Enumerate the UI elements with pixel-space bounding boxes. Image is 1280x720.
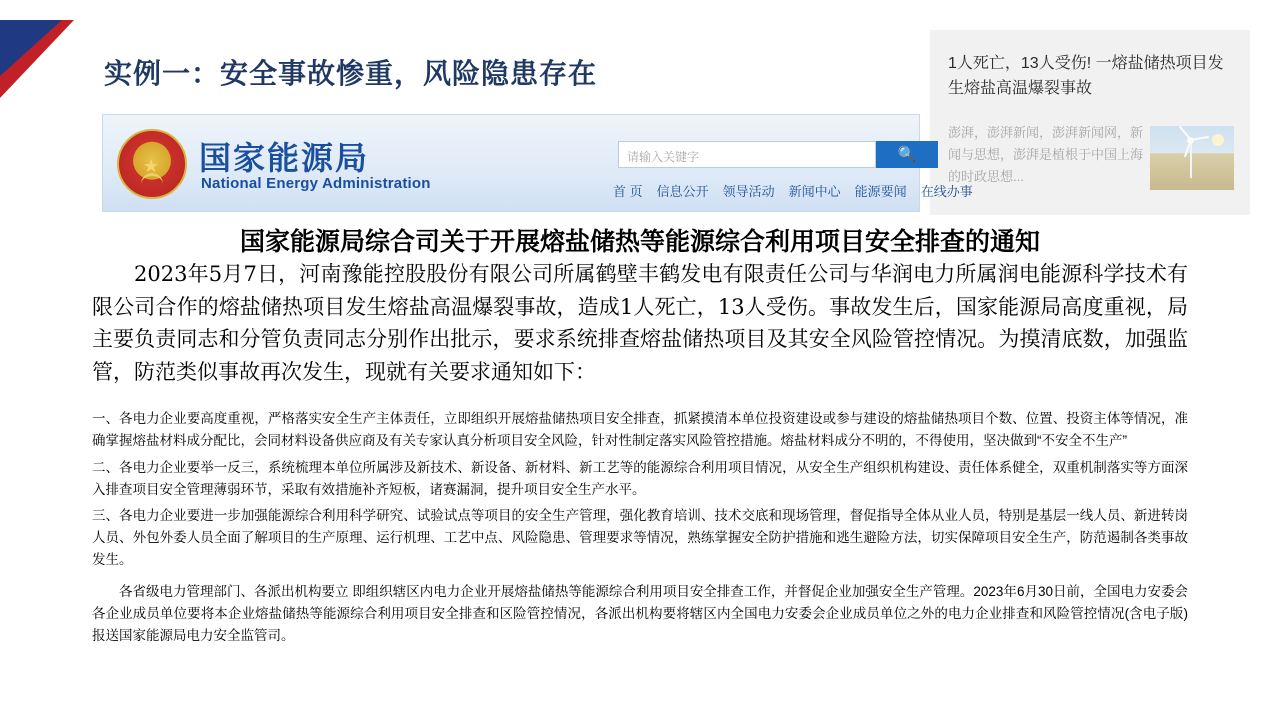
search-icon[interactable]: 🔍 xyxy=(876,141,938,168)
search-input[interactable] xyxy=(618,141,876,168)
national-emblem-icon xyxy=(117,129,187,199)
wind-turbine-photo xyxy=(1150,126,1234,190)
page-title: 实例一：安全事故惨重，风险隐患存在 xyxy=(104,58,598,89)
document-title: 国家能源局综合司关于开展熔盐储热等能源综合利用项目安全排查的通知 xyxy=(239,227,1040,256)
nea-title-en: National Energy Administration xyxy=(201,175,431,192)
news-source-text: 澎湃，澎湃新闻，澎湃新闻网，新闻与思想，澎湃是植根于中国上海的时政思想... xyxy=(948,125,1144,185)
nav-item-energy-news[interactable]: 能源要闻 xyxy=(854,184,907,199)
document-paragraph-3: 三、各电力企业要进一步加强能源综合利用科学研究、试验试点等项目的安全生产管理，强化教育培训、技术交底和现场管理，督促指导全体从业人员，特别是基层一线人员、新进转岗人员、外包外委人员全面了解项目的生产原理、运行机理、工艺中点、风险隐患、管理要求等情况，熟练掌握安全防护措施和逃生避险方法，切实保障项目安全生产，防范遏制各类事故发生。 xyxy=(92,508,1188,568)
corner-decoration xyxy=(0,20,75,98)
nea-title-cn: 国家能源局 xyxy=(199,140,370,176)
nea-nav[interactable] xyxy=(613,181,987,200)
sun-icon xyxy=(1212,134,1224,146)
nea-website-banner xyxy=(102,114,973,212)
news-headline: 1人死亡，13人受伤! 一熔盐储热项目发生熔盐高温爆裂事故 xyxy=(948,55,1224,97)
turbine-pole xyxy=(1190,140,1192,178)
turbine-hub xyxy=(1187,137,1194,144)
nav-item-home[interactable]: 首 页 xyxy=(613,184,643,199)
document-lead-paragraph: 2023年5月7日，河南豫能控股股份有限公司所属鹤壁丰鹤发电有限责任公司与华润电力所属润电能源科学技术有限公司合作的熔盐储热项目发生熔盐高温爆裂事故，造成1人死亡，13人受伤。事故发生后，国家能源局高度重视，局主要负责同志和分管负责同志分别作出批示，要求系统排查熔盐储热项目及其安全风险管控情况。为摸清底数，加强监管，防范类似事故再次发生，现就有关要求通知如下： xyxy=(92,262,1188,384)
search-placeholder: 请输入关键字 xyxy=(627,150,700,164)
nav-item-leadership[interactable]: 领导活动 xyxy=(722,184,775,199)
star-glyph: ★ xyxy=(143,156,160,176)
nav-item-online-service[interactable]: 在线办事 xyxy=(920,184,973,199)
nav-item-disclosure[interactable]: 信息公开 xyxy=(656,184,709,199)
corner-triangle-blue xyxy=(0,20,62,76)
document-paragraph-1: 一、各电力企业要高度重视，严格落实安全生产主体责任，立即组织开展熔盐储热项目安全排查，抓紧摸清本单位投资建设或参与建设的熔盐储热项目个数、位置、投资主体等情况，准确掌握熔盐材料成分配比，会同材料设备供应商及有关专家认真分析项目安全风险，针对性制定落实风险管控措施。熔盐材料成分不明的，不得使用，坚决做到“不安全不生产” xyxy=(92,411,1188,448)
gear-arc xyxy=(141,173,163,187)
nav-item-news[interactable]: 新闻中心 xyxy=(788,184,841,199)
document-body xyxy=(92,408,1188,652)
document-closing-paragraph: 各省级电力管理部门、各派出机构要立 即组织辖区内电力企业开展熔盐储热等能源综合利用项目安全排查工作，并督促企业加强安全生产管理。2023年6月30日前，全国电力安委会各企业成员单位要将本企业熔盐储热等能源综合利用项目安全排查和区险管控情况，各派出机构要将辖区内全国电力安委会企业成员单位之外的电力企业排查和风险管控情况(含电子版)报送国家能源局电力安全监管司。 xyxy=(92,584,1188,643)
document-paragraph-2: 二、各电力企业要举一反三，系统梳理本单位所属涉及新技术、新设备、新材料、新工艺等的能源综合利用项目情况，从安全生产组织机构建设、责任体系健全，双重机制落实等方面深入排查项目安全管理薄弱环节，采取有效措施补齐短板，诸赛漏洞，提升项目安全生产水平。 xyxy=(92,459,1188,497)
